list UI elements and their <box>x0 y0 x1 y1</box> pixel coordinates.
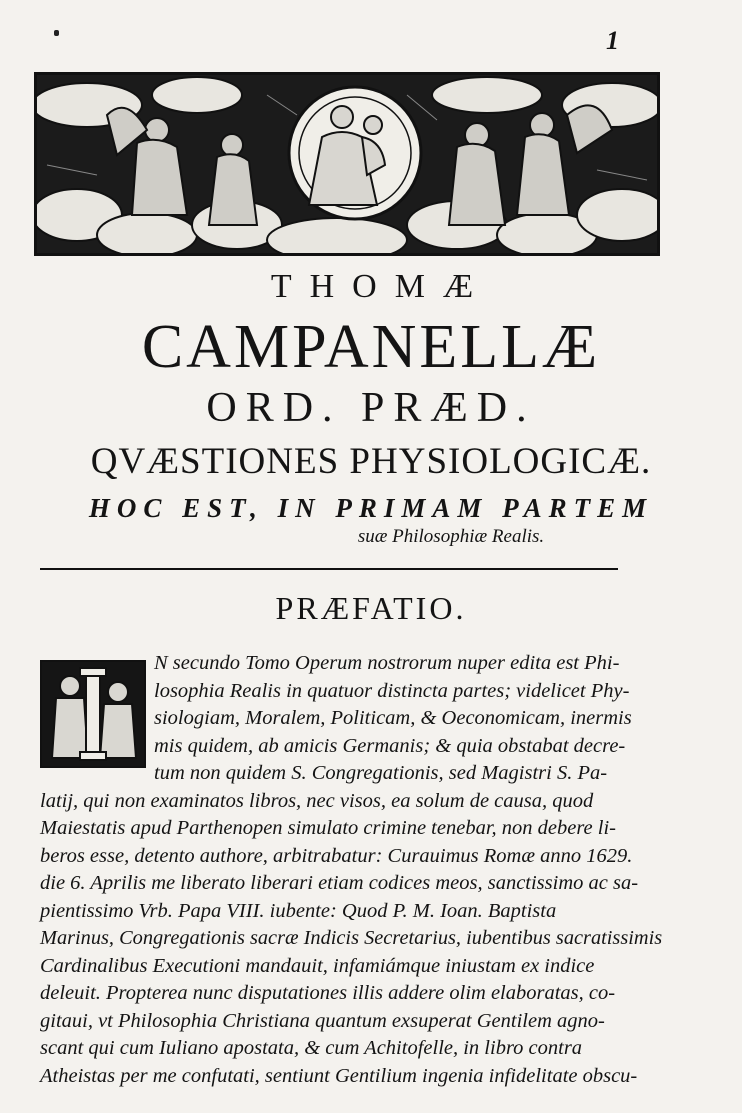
text-line: losophia Realis in quatuor distincta partes; videlicet Phy- <box>154 679 630 702</box>
page-number: 1 <box>606 26 619 55</box>
text-line: Maiestatis apud Parthenopen simulato crimine tenebar, non debere li- <box>40 817 617 839</box>
text-line: Marinus, Congregationis sacræ Indicis Secretarius, iubentibus sacratissimis <box>40 927 663 949</box>
woodcut-madonna-angels-icon <box>37 75 657 253</box>
title-line-author-last: CAMPANELLÆ <box>141 313 601 381</box>
subtitle-line-1: HOC EST, IN PRIMAM PARTEM <box>88 493 654 523</box>
text-line: mis quidem, ab amicis Germanis; & quia obstabat decre- <box>154 734 626 757</box>
text-line: Cardinalibus Executioni mandauit, infamiámque iniustam ex indice <box>40 954 595 977</box>
text-line: die 6. Aprilis me liberato liberari etiam codices meos, sanctissimo ac sa- <box>40 872 639 894</box>
text-line: beros esse, detento authore, arbitrabatur: Curauimus Romæ anno 1629. <box>40 844 633 867</box>
text-line: Atheistas per me confutati, sentiunt Gentilium ingenia infidelitate obscu- <box>40 1064 638 1087</box>
title-line-work: QVÆSTIONES PHYSIOLOGICÆ. <box>90 441 652 482</box>
text-line: pientissimo Vrb. Papa VIII. iubente: Quod P. M. Ioan. Baptista <box>40 899 557 922</box>
text-line: latij, qui non examinatos libros, nec visos, ea solum de causa, quod <box>40 789 594 812</box>
ink-spot <box>54 30 59 36</box>
preface-body <box>40 650 662 1090</box>
woodcut-headpiece <box>34 72 660 256</box>
text-line: deleuit. Propterea nunc disputationes illis addere olim elaboratas, co- <box>40 982 616 1004</box>
text-line: gitaui, vt Philosophia Christiana quantum exsuperat Gentilem agno- <box>40 1009 605 1032</box>
text-line: N secundo Tomo Operum nostrorum nuper edita est Phi- <box>154 652 620 674</box>
text-line: siologiam, Moralem, Politicam, & Oeconomicam, inermis <box>154 707 632 729</box>
title-line-author-first: THOMÆ <box>270 268 492 305</box>
text-line: scant qui cum Iuliano apostata, & cum Achitofelle, in libro contra <box>40 1037 583 1059</box>
text-line: tum non quidem S. Congregationis, sed Magistri S. Pa- <box>154 762 608 784</box>
subtitle-line-2: suæ Philosophiæ Realis. <box>357 526 545 547</box>
section-heading: PRÆFATIO. <box>275 590 467 626</box>
horizontal-rule <box>40 568 618 570</box>
title-line-order: ORD. PRÆD. <box>206 385 536 431</box>
